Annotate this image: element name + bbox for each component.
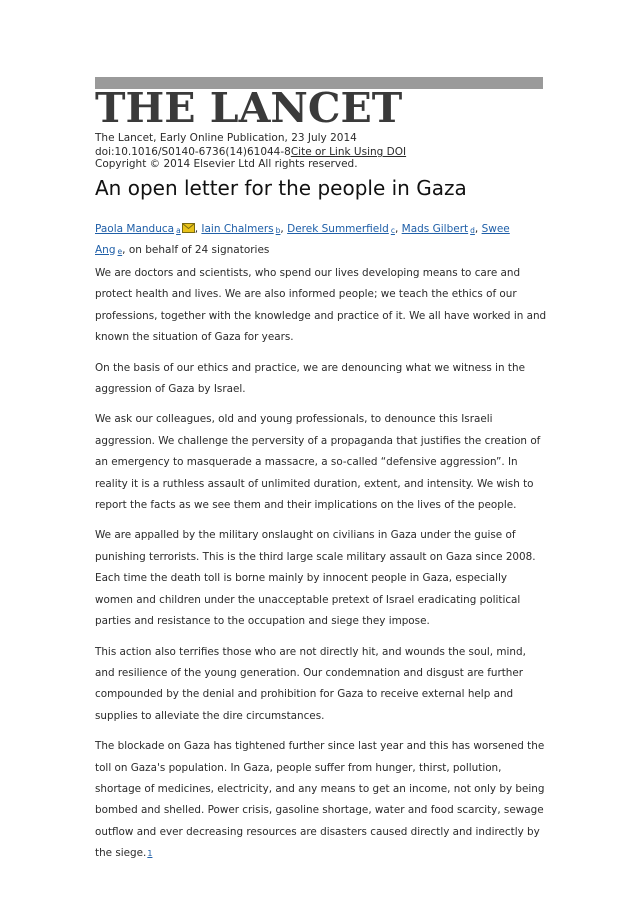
journal-masthead: THE LANCET bbox=[95, 84, 403, 132]
doi-text: doi:10.1016/S0140-6736(14)61044-8 bbox=[95, 146, 291, 158]
affiliation-link[interactable]: e bbox=[117, 246, 123, 256]
paragraph: This action also terrifies those who are not directly hit, and wounds the soul, mind, and resilience of the young generation. Our condemnation and disgust are further compounded by the denial and prohibition for Gaza to receive external help and supplies to alleviate the dire circumstances. bbox=[95, 645, 526, 722]
paragraph-last bbox=[95, 736, 547, 864]
affiliation-link[interactable]: b bbox=[275, 226, 281, 235]
author-link[interactable]: Mads Gilbert bbox=[401, 223, 469, 235]
author-link[interactable]: Swee Ang bbox=[95, 223, 510, 256]
reference-link[interactable]: 1 bbox=[147, 849, 153, 859]
paragraph: On the basis of our ethics and practice, we are denouncing what we witness in the aggression of Gaza by Israel. bbox=[95, 361, 525, 396]
author-link[interactable]: Derek Summerfield bbox=[287, 223, 389, 235]
paragraph: We are appalled by the military onslaught on civilians in Gaza under the guise of punishing terrorists. This is the third large scale military assault on Gaza since 2008. Each time the death toll is borne mainly by innocent people in Gaza, especially women and children under the unacceptable pretext of Israel eradicating political parties and resistance to the occupation and siege they impose. bbox=[95, 529, 536, 628]
cite-doi-link[interactable]: Cite or Link Using DOI bbox=[290, 146, 407, 158]
paragraph: We are doctors and scientists, who spend our lives developing means to care and protect health and lives. We are also informed people; we teach the ethics of our professions, together with the knowledge and practice of it. We all have worked in and known the situation of Gaza for years. bbox=[95, 267, 547, 344]
affiliation-link[interactable]: d bbox=[470, 226, 475, 235]
author-link[interactable]: Paola Manduca bbox=[95, 223, 175, 235]
article-title: An open letter for the people in Gaza bbox=[95, 176, 467, 200]
paragraph-text: The blockade on Gaza has tightened further since last year and this has worsened the toll on Gaza's population. In Gaza, people suffer from hunger, thirst, pollution, shortage of medicines, electricity, and any means to get an income, not only by being bombed and shelled. Power crisis, gasoline shortage, water and food scarcity, sewage outflow and ever decreasing resources are disasters caused directly and indirectly by the siege. bbox=[95, 740, 545, 860]
affiliation-link[interactable]: c bbox=[390, 226, 395, 235]
affiliation-link[interactable]: a bbox=[176, 226, 181, 235]
author-link[interactable]: Iain Chalmers bbox=[201, 223, 274, 235]
author-list: Paola Manduca a , Iain Chalmers b, Derek Summerfield c, Mads Gilbert d, Swee Ang e, on behalf of 24 signatories bbox=[95, 223, 510, 256]
publication-line: The Lancet, Early Online Publication, 23 July 2014 bbox=[95, 132, 357, 144]
copyright-line: Copyright © 2014 Elsevier Ltd All rights reserved. bbox=[95, 158, 358, 170]
paragraph: We ask our colleagues, old and young professionals, to denounce this Israeli aggression. We challenge the perversity of a propaganda that justifies the creation of an emergency to masquerade a massacre, a so-called “defensive aggression”. In reality it is a ruthless assault of unlimited duration, extent, and intensity. We wish to report the facts as we see them and their implications on the lives of the people. bbox=[95, 413, 541, 512]
envelope-icon[interactable] bbox=[182, 221, 195, 231]
article-body bbox=[95, 263, 547, 874]
signatories-text: , on behalf of 24 signatories bbox=[122, 243, 270, 256]
